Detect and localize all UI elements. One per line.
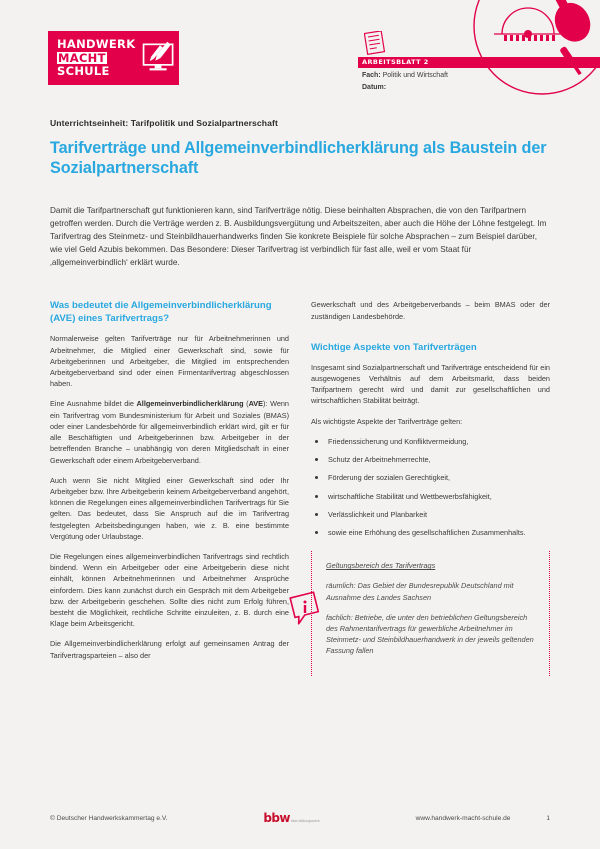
info-box-paragraph-2: fachlich: Betriebe, die unter den betrieblichen Geltungsbereich des Rahmentarifvertrags für gewerbliche Arbeitnehmer im Steinmetz- und Steinbildhauerhandwerk in der jeweils geltenden Fassung fallen (326, 612, 534, 656)
footer-copyright: © Deutscher Handwerkskammertag e.V. (50, 814, 168, 822)
list-item: wirtschaftliche Stabilität und Wettbewerbsfähigkeit, (311, 491, 550, 502)
list-item: Schutz der Arbeitnehmerrechte, (311, 454, 550, 465)
aspects-list (311, 436, 550, 538)
bbw-subtitle: bbw-bildungswerk (290, 819, 320, 823)
page-content (0, 118, 600, 676)
right-paragraph-2: Als wichtigste Aspekte der Tarifverträge gelten: (311, 416, 463, 426)
logo-line-3: SCHULE (57, 64, 110, 79)
right-paragraph-1: Insgesamt sind Sozialpartnerschaft und Tarifverträge entscheidend für ein ausgewogenes Verhältnis auf dem Arbeitsmarkt, dass beiden Tarifpartnern gerecht wird und damit zur gesellschaftlichen und wirtschaftlichen Stabilität beiträgt. (311, 362, 550, 406)
subject-row (362, 70, 448, 82)
left-paragraph-ave (50, 398, 289, 465)
date-label: Datum: (362, 83, 387, 91)
info-speech-bubble-icon (287, 591, 321, 625)
info-box (311, 551, 550, 675)
ave-bold-abbr: AVE (248, 399, 264, 409)
ave-text-part3: ): Wenn ein Tarifvertrag vom Bundesministerium für Arbeit und Soziales (BMAS) oder einer Landesbehörde für allgemeinverbindlich erklärt wird, gilt er für alle Beschäftigten und Arbeitgeberinnen bzw. Arbeitgeber in der betreffenden Branche – unabhängig von deren Mitgliedschaft in einer Gewerkschaft oder einem Arbeitgeberverband. (50, 399, 289, 465)
logo-wordmark (57, 38, 135, 78)
footer-website[interactable]: www.handwerk-macht-schule.de (415, 814, 511, 822)
page-footer (0, 807, 600, 829)
ave-bold-term: Allgemeinverbindlicherklärung (136, 399, 244, 409)
banner-meta (362, 70, 448, 93)
left-paragraph-4: Die Allgemeinverbindlicherklärung erfolgt auf gemeinsamen Antrag der Tarifvertragsparteien – also der (50, 639, 289, 660)
worksheet-icon (364, 31, 386, 55)
ave-text-part2: ( (243, 399, 249, 409)
stonemason-tools-circle-icon (468, 0, 600, 100)
page-header (0, 0, 600, 118)
info-box-paragraph-1: räumlich: Das Gebiet der Bundesrepublik Deutschland mit Ausnahme des Landes Sachsen (326, 581, 514, 602)
footer-page-number: 1 (546, 814, 550, 822)
subject-label: Fach: (362, 72, 381, 79)
right-section-heading: Wichtige Aspekte von Tarifverträgen (311, 341, 477, 353)
subject-value: Politik und Wirtschaft (380, 72, 448, 79)
bbw-wordmark: bbw (263, 811, 290, 825)
monitor-pencil-icon (141, 38, 179, 78)
ave-text-part1: Eine Ausnahme bildet die (50, 399, 137, 409)
date-row (362, 82, 448, 94)
intro-paragraph: Damit die Tarifpartnerschaft gut funktionieren kann, sind Tarifverträge nötig. Diese beinhalten Absprachen, die von den Tarifpartnern getroffen werden. Durch die Verträge werden z. B. Ausbildungsvergütung und Arbeitszeiten, aber auch die Höhe der Löhne festgelegt. Im Tarifvertrag des Steinmetz- und Steinbildhauerhandwerks finden Sie konkrete Beispiele für solche Absprachen – zum Beispiel darüber, wie viel Geld Azubis bekommen. Das Besondere: Dieser Tarifvertrag ist verbindlich für fast alle, weil er vom Staat für ‚allgemeinverbindlich‘ erklärt wurde. (50, 206, 547, 268)
list-item: Friedenssicherung und Konfliktvermeidung, (311, 436, 550, 447)
list-item: Verlässlichkeit und Planbarkeit (311, 509, 550, 520)
footer-right (416, 815, 550, 822)
left-paragraph-2: Auch wenn Sie nicht Mitglied einer Gewerkschaft sind oder Ihr Arbeitgeber bzw. Ihre Arbeitgeberin keinem Arbeitgeberverband angehört, können die Regelungen eines allgemeinverbindlichen Tarifvertrags für Sie gelten. Das bedeutet, dass Sie Anspruch auf die im Tarifvertrag festgelegten Arbeitsbedingungen haben, wie z. B. eine bestimmte Vergütung oder Urlaubstage. (50, 475, 289, 541)
list-item: Förderung der sozialen Gerechtigkeit, (311, 472, 550, 483)
logo-line-1: HANDWERK (57, 37, 136, 52)
right-continuation-paragraph: Gewerkschaft und des Arbeitgeberverbands – beim BMAS oder der zuständigen Landesbehörde. (311, 300, 550, 321)
logo-line-2: MACHT (58, 50, 106, 65)
handwerk-macht-schule-logo (48, 31, 179, 85)
right-column (311, 299, 550, 675)
left-section-heading: Was bedeutet die Allgemeinverbindlicherklärung (AVE) eines Tarifvertrags? (50, 300, 272, 325)
footer-bbw-logo (168, 811, 416, 825)
page-title: Tarifverträge und Allgemeinverbindlicherklärung als Baustein der Sozialpartnerschaft (50, 139, 547, 177)
list-item: sowie eine Erhöhung des gesellschaftlichen Zusammenhalts. (311, 527, 550, 538)
unit-eyebrow: Unterrichtseinheit: Tarifpolitik und Sozialpartnerschaft (50, 118, 278, 128)
info-box-title: Geltungsbereich des Tarifvertrags (326, 561, 436, 571)
two-column-layout (50, 299, 550, 675)
left-paragraph-1: Normalerweise gelten Tarifverträge nur für Arbeitnehmerinnen und Arbeitnehmer, die Mitglied einer Gewerkschaft sind, sowie für Arbeitgeberinnen und Arbeitgeber, die Mitglied im entsprechenden Arbeitgeberverband sind oder einen Firmentarifvertrag abgeschlossen haben. (50, 334, 289, 389)
arbeitsblatt-label: ARBEITSBLATT 2 (362, 58, 429, 66)
left-paragraph-3: Die Regelungen eines allgemeinverbindlichen Tarifvertrags sind rechtlich bindend. Wenn ein Arbeitgeber oder eine Arbeitgeberin diese nicht einhält, können Arbeitnehmerinnen und Arbeitnehmer Ansprüche einfordern. Dies kann zunächst durch ein Gespräch mit dem Arbeitgeber bzw. der Arbeitgeberin geschehen. Sollte dies nicht zum Erfolg führen, besteht die Möglichkeit, rechtliche Schritte einzuleiten, z. B. durch eine Klage beim Arbeitsgericht. (50, 551, 289, 629)
left-column (50, 299, 289, 675)
